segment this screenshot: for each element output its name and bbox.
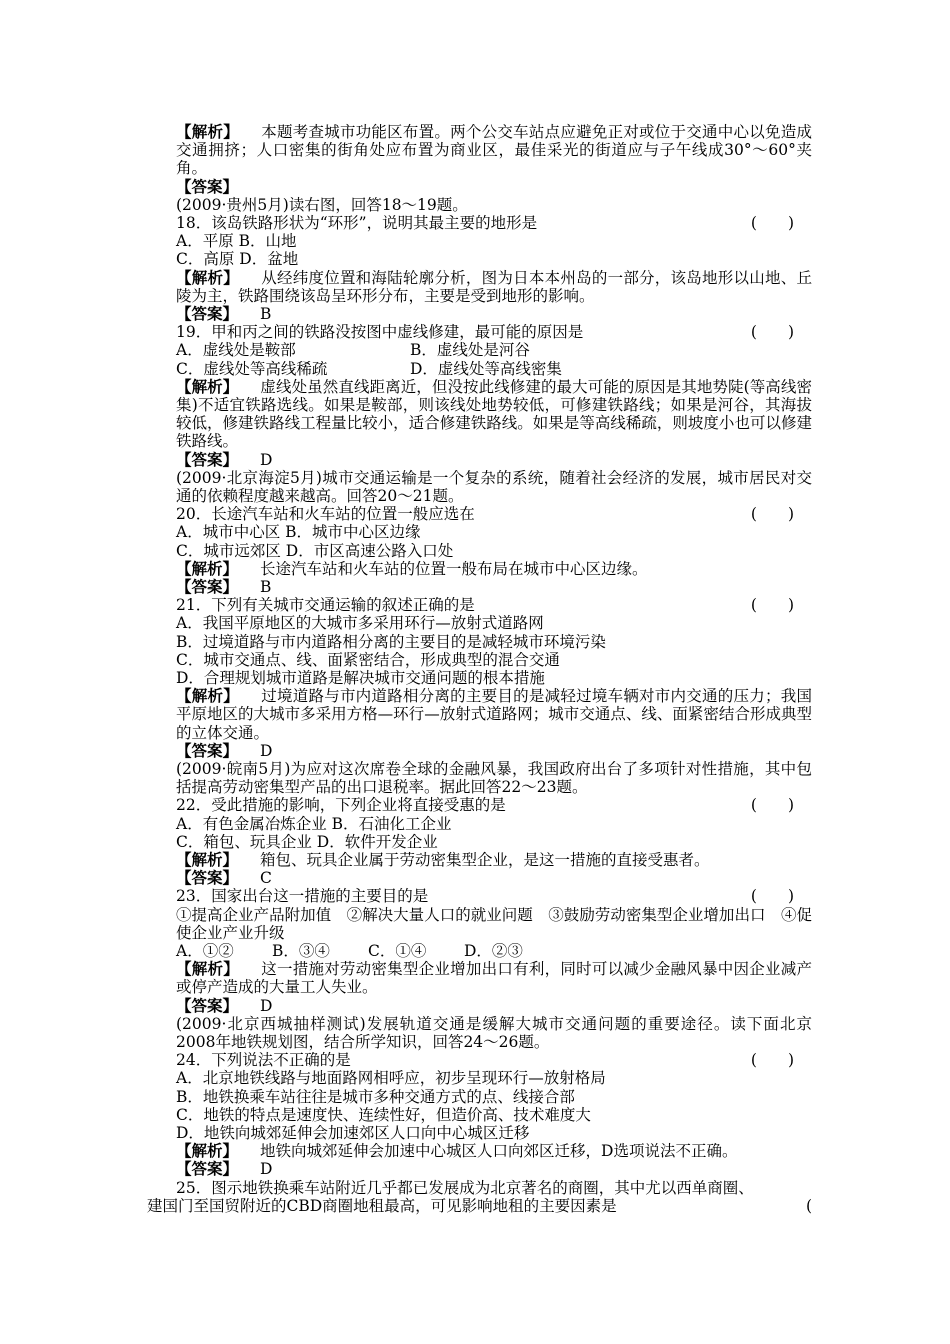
option-line: A．平原 B．山地: [176, 232, 297, 251]
answer-label: 【答案】: [176, 1160, 239, 1179]
answer-line: [147, 305, 812, 323]
intro-paragraph: (2009·北京西城抽样测试)发展轨道交通是缓解大城市交通问题的重要途径。读下面北京2008年地铁规划图，结合所学知识，回答24～26题。: [176, 1014, 812, 1051]
answer-line: [147, 1160, 812, 1178]
answer-value: B: [260, 305, 272, 323]
answer-label: 【答案】: [176, 450, 239, 469]
question-line: [147, 323, 812, 341]
option-line: D．地铁向城郊延伸会加速郊区人口向中心城区迁移: [176, 1123, 530, 1142]
question-text: 24．下列说法不正确的是: [176, 1051, 351, 1070]
question-line: [147, 887, 812, 905]
analysis-label: 【解析】: [176, 1142, 239, 1161]
answer-value: D: [260, 1160, 273, 1179]
option-line: B．地铁换乘车站往往是城市多种交通方式的点、线接合部: [176, 1087, 575, 1106]
intro-paragraph: (2009·北京海淀5月)城市交通运输是一个复杂的系统，随着社会经济的发展，城市居民对交通的依赖程度越来越高。回答20～21题。: [176, 468, 812, 505]
analysis-label: 【解析】: [176, 377, 239, 396]
question-text: 20．长途汽车站和火车站的位置一般应选在: [176, 505, 475, 524]
option-item: D．②③: [464, 941, 523, 960]
analysis-text: 本题考查城市功能区布置。两个公交车站点应避免正对或位于交通中心以免造成交通拥挤；人口密集的街角处应布置为商业区，最佳采光的街道应与子午线成30°～60°夹角。: [176, 123, 812, 178]
analysis-label: 【解析】: [176, 268, 239, 287]
answer-line: [147, 578, 812, 596]
question-line: [147, 214, 812, 232]
option-item: A．①②: [176, 941, 234, 960]
answer-label: 【答案】: [176, 177, 239, 196]
analysis-text: 箱包、玩具企业属于劳动密集型企业，是这一措施的直接受惠者。: [260, 850, 710, 869]
option-line: C．箱包、玩具企业 D．软件开发企业: [176, 832, 438, 851]
intro-paragraph: (2009·皖南5月)为应对这次席卷全球的金融风暴，我国政府出台了多项针对性措施，其中包括提高劳动密集型产品的出口退税率。据此回答22～23题。: [176, 759, 812, 797]
answer-bracket: ( ): [750, 596, 794, 615]
intro-paragraph: ①提高企业产品附加值 ②解决大量人口的就业问题 ③鼓励劳动密集型企业增加出口 ④促使企业产业升级: [176, 905, 812, 942]
analysis-paragraph: [147, 560, 812, 578]
option-line: D．合理规划城市道路是解决城市交通问题的根本措施: [176, 668, 545, 687]
option-line: C．城市交通点、线、面紧密结合，形成典型的混合交通: [176, 650, 560, 669]
option-line: A．我国平原地区的大城市多采用环行—放射式道路网: [176, 614, 544, 633]
analysis-text: 虚线处虽然直线距离近，但没按此线修建的最大可能的原因是其地势陡(等高线密集)不适宜铁路选线。如果是鞍部，则该线处地势较低，可修建铁路线；如果是河谷，其海拔较低，修建铁路线工程量比较小，适合修建铁路线。如果是等高线稀疏，则坡度小也可以修建铁路线。: [176, 377, 812, 451]
option-right: D．虚线处等高线密集: [410, 359, 562, 378]
question-text: 建国门至国贸附近的CBD商圈地租最高，可见影响地租的主要因素是: [147, 1196, 617, 1215]
question-line: [147, 796, 812, 814]
answer-label: 【答案】: [176, 577, 239, 596]
answer-value: D: [260, 996, 273, 1015]
question-line: [147, 1051, 812, 1069]
answer-bracket: ( ): [750, 1051, 794, 1070]
analysis-paragraph: [147, 123, 812, 178]
option-line: A．城市中心区 B．城市中心区边缘: [176, 523, 421, 542]
analysis-text: 这一措施对劳动密集型企业增加出口有利，同时可以减少金融风暴中因企业减产或停产造成的大量工人失业。: [176, 960, 812, 997]
analysis-paragraph: [147, 687, 812, 742]
answer-bracket: (: [805, 1196, 812, 1215]
option-line: [147, 942, 812, 960]
question-line: [147, 505, 812, 523]
answer-label: 【答案】: [176, 741, 239, 760]
option-left: A．虚线处是鞍部: [176, 341, 296, 360]
question-text: 23．国家出台这一措施的主要目的是: [176, 887, 429, 906]
analysis-text: 长途汽车站和火车站的位置一般布局在城市中心区边缘。: [260, 559, 648, 578]
option-item: B．③④: [272, 941, 330, 960]
answer-bracket: ( ): [750, 323, 794, 342]
analysis-label: 【解析】: [176, 850, 239, 869]
question-text: 19．甲和丙之间的铁路没按图中虚线修建，最可能的原因是: [176, 323, 584, 342]
answer-bracket: ( ): [750, 505, 794, 524]
answer-bracket: ( ): [750, 214, 794, 233]
analysis-text: 地铁向城郊延伸会加速中心城区人口向郊区迁移，D选项说法不正确。: [260, 1142, 738, 1161]
analysis-paragraph: [147, 1142, 812, 1160]
option-line: A．有色金属冶炼企业 B．石油化工企业: [176, 814, 452, 833]
answer-line: [147, 451, 812, 469]
option-line: B．过境道路与市内道路相分离的主要目的是减轻城市环境污染: [176, 632, 606, 651]
document-content: [147, 123, 812, 1215]
analysis-label: 【解析】: [176, 687, 239, 706]
answer-value: D: [260, 450, 273, 469]
question-text: 18．该岛铁路形状为“环形”，说明其最主要的地形是: [176, 214, 538, 233]
option-line: C．城市远郊区 D．市区高速公路入口处: [176, 541, 454, 560]
analysis-text: 从经纬度位置和海陆轮廓分析，图为日本本州岛的一部分，该岛地形以山地、丘陵为主，铁路围绕该岛呈环形分布，主要是受到地形的影响。: [176, 268, 812, 305]
answer-bracket: ( ): [750, 796, 794, 815]
analysis-paragraph: [147, 269, 812, 305]
question-line: 25．图示地铁换乘车站附近几乎都已发展成为北京著名的商圈，其中尤以西单商圈、: [176, 1178, 754, 1197]
option-line: [147, 341, 812, 359]
question-line: [147, 1197, 812, 1215]
answer-line: [147, 742, 812, 760]
question-text: 22．受此措施的影响，下列企业将直接受惠的是: [176, 796, 506, 815]
option-item: C．①④: [368, 941, 427, 960]
analysis-label: 【解析】: [176, 960, 239, 979]
answer-line: [147, 997, 812, 1015]
answer-line: [147, 178, 812, 196]
option-right: B．虚线处是河谷: [410, 341, 530, 360]
answer-label: 【答案】: [176, 996, 239, 1015]
option-line: A．北京地铁线路与地面路网相呼应，初步呈现环行—放射格局: [176, 1069, 606, 1088]
analysis-paragraph: [147, 960, 812, 996]
analysis-paragraph: [147, 378, 812, 451]
intro-paragraph: (2009·贵州5月)读右图，回答18～19题。: [176, 195, 468, 214]
question-line: [147, 596, 812, 614]
analysis-label: 【解析】: [176, 123, 239, 141]
answer-bracket: ( ): [750, 887, 794, 906]
option-line: [147, 360, 812, 378]
option-line: C．高原 D．盆地: [176, 250, 299, 269]
analysis-paragraph: [147, 851, 812, 869]
answer-label: 【答案】: [176, 869, 239, 888]
option-left: C．虚线处等高线稀疏: [176, 359, 328, 378]
analysis-label: 【解析】: [176, 559, 239, 578]
answer-label: 【答案】: [176, 305, 239, 323]
question-text: 21．下列有关城市交通运输的叙述正确的是: [176, 596, 475, 615]
answer-line: [147, 869, 812, 887]
answer-value: C: [260, 869, 272, 888]
answer-value: D: [260, 741, 273, 760]
analysis-text: 过境道路与市内道路相分离的主要目的是减轻过境车辆对市内交通的压力；我国平原地区的大城市多采用方格—环行—放射式道路网；城市交通点、线、面紧密结合形成典型的立体交通。: [176, 687, 812, 742]
answer-value: B: [260, 577, 272, 596]
option-line: C．地铁的特点是速度快、连续性好，但造价高、技术难度大: [176, 1105, 591, 1124]
